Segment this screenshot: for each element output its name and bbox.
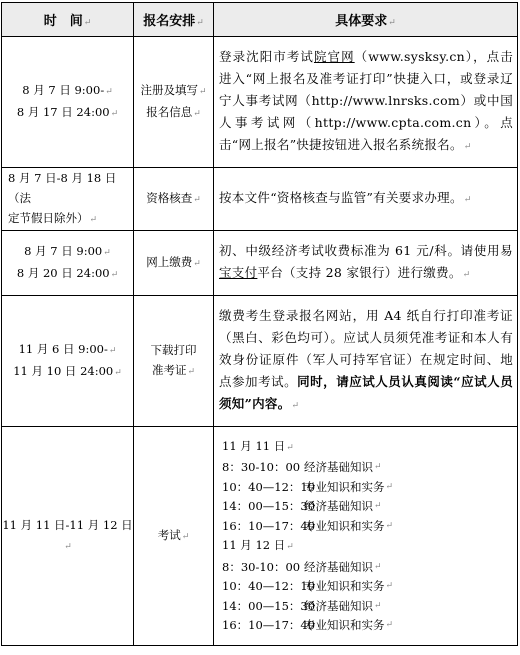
session-subject: 经济基础知识 (304, 460, 373, 474)
time-cell: 11 月 11 日-11 月 12 日↵ (2, 427, 134, 646)
header-time: 时 间↵ (2, 3, 134, 37)
session-subject: 经济基础知识 (304, 499, 373, 513)
session-time: 16：10—17：40 (222, 618, 316, 632)
session-time: 14：00—15：30 (222, 499, 316, 513)
exam-session: 14：00—15：30 经济基础知识 ↵ (222, 497, 517, 517)
exam-session: 14：00—15：30 经济基础知识 ↵ (222, 597, 517, 617)
header-arrangement-label: 报名安排 (143, 14, 196, 29)
exam-session: 8：30-10：00 经济基础知识 ↵ (222, 458, 517, 478)
official-site-link[interactable]: 院官网 (313, 49, 355, 64)
item-text: 准考证 (151, 363, 187, 377)
table-row (2, 168, 518, 231)
time-text: 8 月 7 日 9:00 (24, 244, 103, 258)
header-requirements: 具体要求↵ (214, 3, 518, 37)
table-row (2, 296, 518, 427)
exam-session: 8：30-10：00 经济基础知识 ↵ (222, 558, 517, 578)
time-cell: 11 月 6 日 9:00-↵ 11 月 10 日 24:00↵ (2, 296, 134, 427)
requirement-text: 初、中级经济考试收费标准为 61 元/科。请使用易 (219, 243, 513, 258)
requirement-cell: 初、中级经济考试收费标准为 61 元/科。请使用易宝支付平台（支持 28 家银行）进行缴费。↵ (214, 231, 518, 296)
requirement-emphasis: 同时，请应试人员认真阅读“应试人员须知”内容。 (219, 374, 513, 411)
yeepay-link[interactable]: 宝支付 (219, 265, 258, 280)
session-subject: 专业知识和实务 (304, 518, 385, 533)
requirement-cell: 缴费考生登录报名网站，用 A4 纸自行打印准考证（黑白、彩色均可）。应试人员须凭准考证和本人有效身份证原件（军人可持军官证）在规定时间、地点参加考试。同时，请应试人员认真阅读“应试人员须知”内容。↵ (214, 296, 518, 427)
time-cell: 8 月 7 日 9:00↵ 8 月 20 日 24:00↵ (2, 231, 134, 296)
table-row (2, 231, 518, 296)
item-text: 报名信息 (146, 105, 193, 119)
requirement-text: 按本文件“资格核查与监管”有关要求办理。 (219, 190, 463, 205)
item-text: 资格核查 (146, 191, 193, 205)
item-text: 网上缴费 (146, 255, 193, 269)
item-cell: 考试↵ (134, 427, 214, 646)
item-text: 下载打印 (150, 343, 197, 357)
requirement-text: 登录沈阳市考试 (219, 49, 314, 64)
time-text: 11 月 6 日 9:00- (18, 342, 108, 356)
exam-session: 16：10—17：40 专业知识和实务 ↵ (222, 517, 517, 537)
item-text: 考试 (157, 528, 181, 542)
header-arrangement: 报名安排↵ (134, 3, 214, 37)
session-time: 16：10—17：40 (222, 518, 316, 533)
requirement-text: 平台（支持 28 家银行）进行缴费。 (257, 265, 462, 280)
session-subject: 经济基础知识 (304, 598, 373, 613)
time-text: 定节假日除外） (8, 211, 89, 225)
header-requirements-label: 具体要求 (335, 14, 388, 29)
session-time: 14：00—15：30 (222, 598, 316, 613)
item-cell: 下载打印 准考证↵ (134, 296, 214, 427)
header-time-label: 时 间 (43, 14, 83, 29)
schedule-table (1, 2, 518, 646)
table-row (2, 37, 518, 168)
time-text: 11 月 10 日 24:00 (13, 364, 114, 378)
time-cell: 8 月 7 日-8 月 18 日（法 定节假日除外）↵ (2, 168, 134, 231)
session-subject: 专业知识和实务 (304, 618, 385, 632)
session-time: 8：30-10：00 (222, 460, 301, 474)
session-time: 10：40—12：10 (222, 479, 316, 494)
requirement-text: （www.sysksy.cn），点击进入“网上报名及准考证打印”快捷入口，或登录辽宁人事考试网（http://www.lnrsks.com）或中国人事考试网（http://www.cpta.com.cn）。点击“网上报名”快捷按钮进入报名系统报名。 (219, 49, 514, 152)
session-subject: 专业知识和实务 (304, 579, 385, 593)
item-cell: 网上缴费↵ (134, 231, 214, 296)
item-text: 注册及填写 (140, 83, 198, 97)
table-row (2, 427, 518, 646)
exam-session: 10：40—12：10 专业知识和实务 ↵ (222, 577, 517, 597)
exam-schedule-cell: 11 月 11 日↵ 8：30-10：00 经济基础知识 ↵ 10：40—12：10 专业知识和实务 ↵ 14：00—15：30 经济基础知识 ↵ 16：10—17：40 专业知识和实务 ↵ 11 月 12 日↵ 8：30-10：00 经济基础知识 ↵ 10：40—12：10 专业知识和实务 ↵ 14：00—15：30 经济基础知识 ↵ 16：10—17：40 专业知识和实务 ↵ (214, 427, 518, 646)
item-cell: 注册及填写↵ 报名信息↵ (134, 37, 214, 168)
item-cell: 资格核查↵ (134, 168, 214, 231)
session-subject: 专业知识和实务 (304, 479, 385, 494)
header-row (2, 3, 518, 37)
exam-day: 11 月 11 日 (222, 438, 286, 453)
session-time: 10：40—12：10 (222, 579, 316, 593)
exam-session: 10：40—12：10 专业知识和实务 ↵ (222, 478, 517, 498)
time-cell: 8 月 7 日 9:00-↵ 8 月 17 日 24:00↵ (2, 37, 134, 168)
time-text: 8 月 20 日 24:00 (16, 266, 110, 280)
requirement-cell: 登录沈阳市考试院官网（www.sysksy.cn），点击进入“网上报名及准考证打印”快捷入口，或登录辽宁人事考试网（http://www.lnrsks.com）或中国人事考试网（http://www.cpta.com.cn）。点击“网上报名”快捷按钮进入报名系统报名。↵ (214, 37, 518, 168)
session-time: 8：30-10：00 (222, 559, 301, 574)
requirement-cell: 按本文件“资格核查与监管”有关要求办理。↵ (214, 168, 518, 231)
time-text: 8 月 7 日-8 月 18 日（法 (8, 171, 117, 205)
exam-day: 11 月 12 日 (222, 538, 286, 552)
time-text: 8 月 17 日 24:00 (16, 105, 110, 119)
requirement-text: 缴费考生登录报名网站，用 A4 纸自行打印准考证（黑白、彩色均可）。应试人员须凭准考证和本人有效身份证原件（军人可持军官证）在规定时间、地点参加考试。 (219, 308, 513, 389)
session-subject: 经济基础知识 (304, 559, 373, 574)
time-text: 11 月 11 日-11 月 12 日 (2, 518, 133, 532)
exam-session: 16：10—17：40 专业知识和实务 ↵ (222, 616, 517, 636)
time-text: 8 月 7 日 9:00- (22, 83, 105, 97)
